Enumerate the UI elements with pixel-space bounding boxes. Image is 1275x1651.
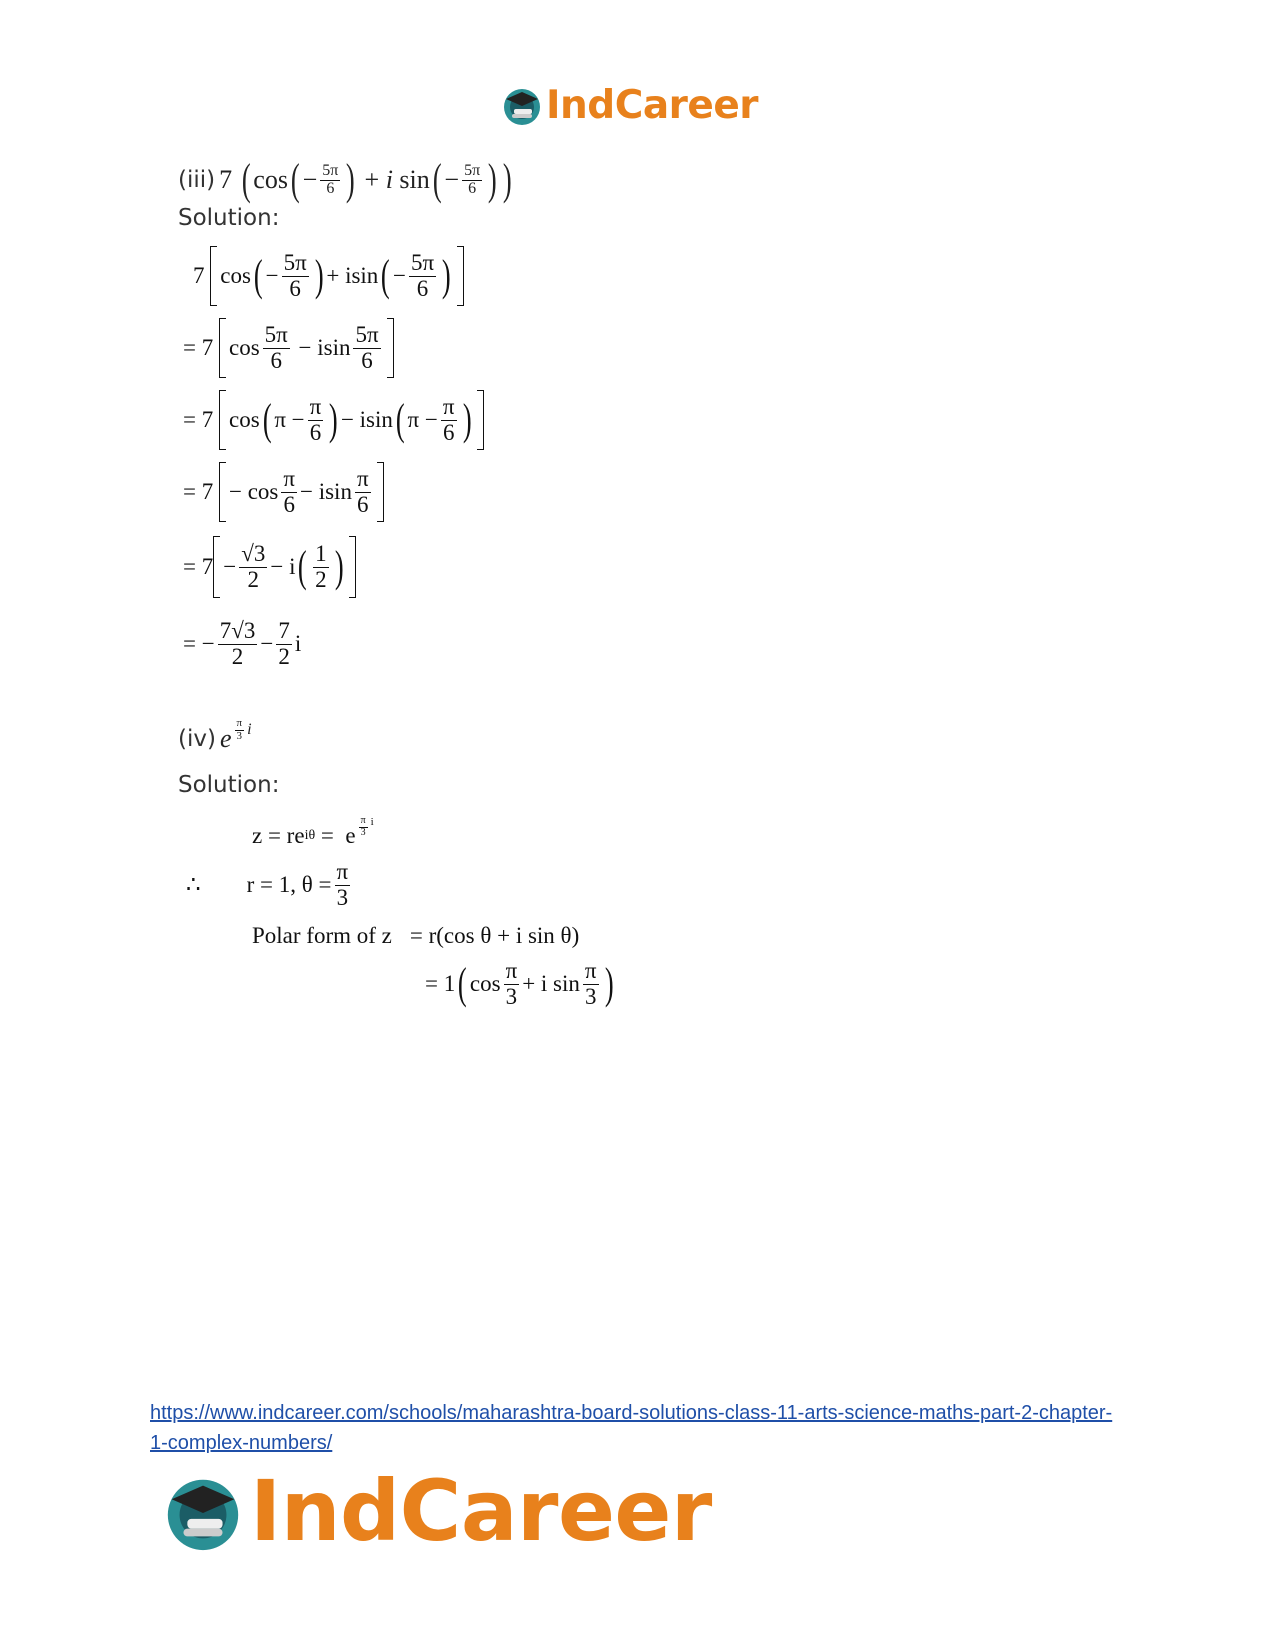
polar-label: Polar form of z	[252, 923, 392, 948]
graduation-cap-icon	[500, 83, 544, 127]
question-iii: (iii) 7 ( cos ( − $\frac{5\pi}{6}$ ) + i sin ( − $\frac{5\pi}{6}$ ) )	[178, 155, 512, 204]
source-url-link[interactable]: https://www.indcareer.com/schools/maharashtra-board-solutions-class-11-arts-science-maths-part-2-chapter-1-complex-numbers/	[150, 1402, 1113, 1454]
step-2: = 7 cos $\frac{5\pi}{6}$ − isin $\frac{5\pi}{6}$	[183, 318, 394, 378]
step-5: = 7 − $\frac{√3}{2}$ − i ( $\frac{1}{2}$ )	[183, 536, 356, 598]
question-label: (iii)	[178, 167, 216, 193]
iv-step-2: ∴ r = 1, θ = $\frac{\pi}{3}$	[186, 859, 349, 910]
iv-step-4: = 1 ( cos $\frac{\pi}{3}$ + i sin $\frac{\pi}{3}$ )	[425, 958, 614, 1009]
step-3: = 7 cos ( π − $\frac{\pi}{6}$ ) − isin ( π − $\frac{\pi}{6}$ )	[183, 390, 484, 450]
graduation-cap-icon	[160, 1468, 246, 1554]
step-6: = − $\frac{7√3}{2}$ − $\frac{7}{2}$ i	[183, 618, 302, 669]
solution-label: Solution:	[178, 772, 280, 798]
iv-step-3: Polar form of z = r(cos θ + i sin θ)	[252, 923, 580, 948]
solution-label: Solution:	[178, 205, 280, 231]
step-4: = 7 − cos $\frac{\pi}{6}$ − isin $\frac{\pi}{6}$	[183, 462, 384, 522]
logo-text: IndCareer	[546, 82, 758, 128]
iv-step-1: z = re iθ = e $\frac{\pi}{3}$ i	[252, 815, 374, 848]
logo-text: IndCareer	[250, 1462, 712, 1560]
step-1: 7 cos ( − $\frac{5\pi}{6}$ ) + isin ( − $\frac{5\pi}{6}$ )	[193, 246, 464, 306]
question-label: (iv)	[178, 726, 216, 752]
footer-logo	[160, 1462, 712, 1560]
header-logo	[500, 80, 758, 130]
therefore-symbol: ∴	[186, 872, 201, 897]
question-iv: (iv) e $\frac{\pi}{3}$ i	[178, 716, 252, 753]
